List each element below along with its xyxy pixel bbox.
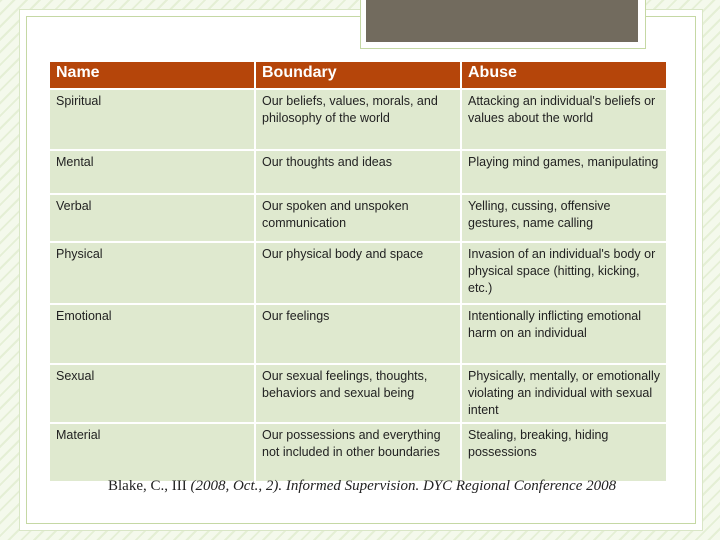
cell-abuse: Yelling, cussing, offensive gestures, name calling	[461, 194, 667, 242]
header-boundary: Boundary	[255, 61, 461, 89]
table-row	[49, 423, 667, 482]
table-row	[49, 304, 667, 364]
table-row	[49, 150, 667, 194]
cell-boundary: Our physical body and space	[255, 242, 461, 304]
title-tab	[366, 0, 638, 42]
cell-boundary: Our thoughts and ideas	[255, 150, 461, 194]
table-header-row	[49, 61, 667, 89]
cell-abuse: Intentionally inflicting emotional harm on an individual	[461, 304, 667, 364]
header-abuse: Abuse	[461, 61, 667, 89]
cell-boundary: Our feelings	[255, 304, 461, 364]
cell-boundary: Our beliefs, values, morals, and philosophy of the world	[255, 89, 461, 150]
cell-boundary: Our spoken and unspoken communication	[255, 194, 461, 242]
cell-abuse: Physically, mentally, or emotionally violating an individual with sexual intent	[461, 364, 667, 423]
cell-name: Material	[49, 423, 255, 482]
cell-abuse: Playing mind games, manipulating	[461, 150, 667, 194]
boundary-table	[48, 60, 668, 483]
citation-author: Blake, C., III	[108, 478, 191, 494]
cell-name: Spiritual	[49, 89, 255, 150]
table-row	[49, 194, 667, 242]
cell-abuse: Attacking an individual's beliefs or values about the world	[461, 89, 667, 150]
table-row	[49, 364, 667, 423]
cell-abuse: Invasion of an individual's body or physical space (hitting, kicking, etc.)	[461, 242, 667, 304]
cell-boundary: Our sexual feelings, thoughts, behaviors and sexual being	[255, 364, 461, 423]
cell-name: Sexual	[49, 364, 255, 423]
citation	[108, 478, 668, 495]
table-row	[49, 242, 667, 304]
cell-name: Mental	[49, 150, 255, 194]
table-row	[49, 89, 667, 150]
cell-name: Verbal	[49, 194, 255, 242]
cell-name: Emotional	[49, 304, 255, 364]
citation-source: (2008, Oct., 2). Informed Supervision. DYC Regional Conference 2008	[190, 478, 617, 494]
cell-name: Physical	[49, 242, 255, 304]
header-name: Name	[49, 61, 255, 89]
cell-boundary: Our possessions and everything not included in other boundaries	[255, 423, 461, 482]
cell-abuse: Stealing, breaking, hiding possessions	[461, 423, 667, 482]
